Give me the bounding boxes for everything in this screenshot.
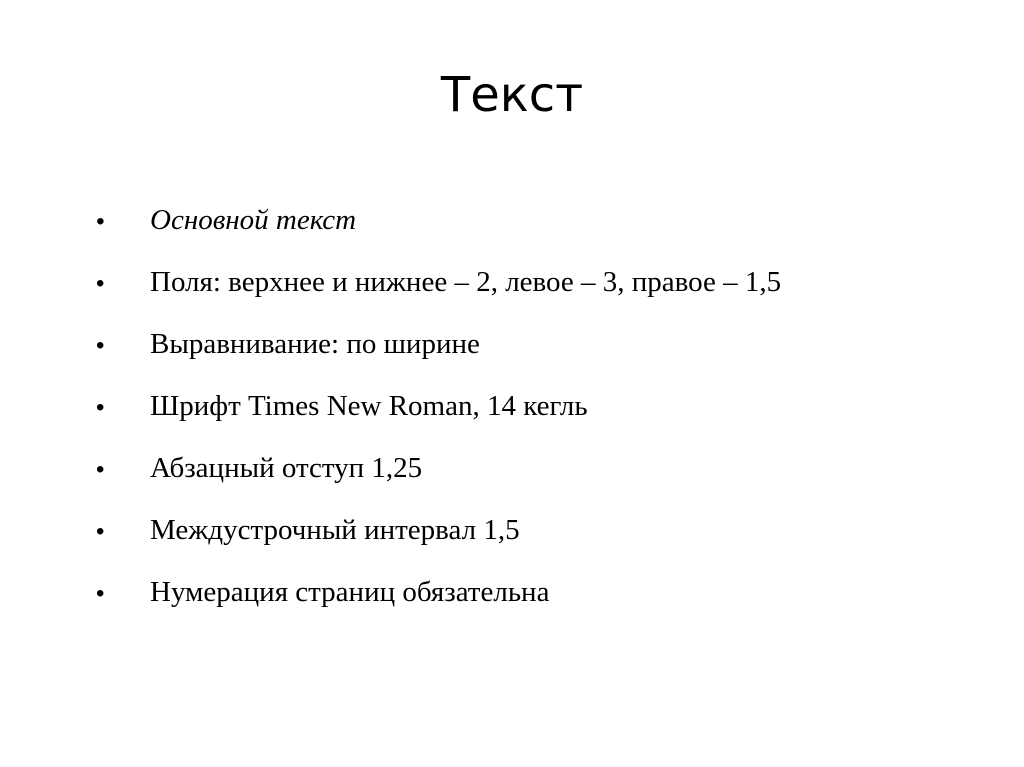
bullet-icon: • xyxy=(96,208,105,235)
list-item xyxy=(96,321,976,383)
bullet-icon: • xyxy=(96,270,105,297)
list-item-text: Поля: верхнее и нижнее – 2, левое – 3, правое – 1,5 xyxy=(150,266,782,298)
bullet-icon: • xyxy=(96,456,105,483)
bullet-icon: • xyxy=(96,580,105,607)
list-item xyxy=(96,259,976,321)
bullet-icon: • xyxy=(96,332,105,359)
list-item xyxy=(96,197,976,259)
list-item xyxy=(96,507,976,569)
bullet-list xyxy=(96,197,976,631)
slide-title: Текст xyxy=(440,67,584,123)
list-item xyxy=(96,383,976,445)
list-item-text: Междустрочный интервал 1,5 xyxy=(150,514,520,546)
list-item-text: Основной текст xyxy=(150,204,357,236)
bullet-icon: • xyxy=(96,394,105,421)
list-item-text: Шрифт Times New Roman, 14 кегль xyxy=(150,390,588,422)
list-item xyxy=(96,569,976,631)
list-item xyxy=(96,445,976,507)
list-item-text: Нумерация страниц обязательна xyxy=(150,576,550,608)
bullet-icon: • xyxy=(96,518,105,545)
list-item-text: Абзацный отступ 1,25 xyxy=(150,452,423,484)
list-item-text: Выравнивание: по ширине xyxy=(150,328,480,360)
